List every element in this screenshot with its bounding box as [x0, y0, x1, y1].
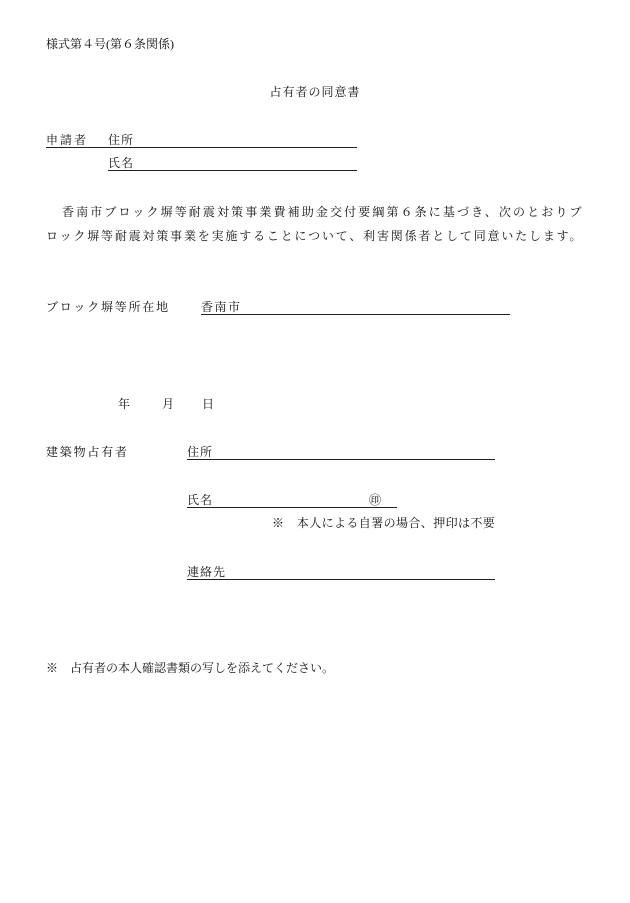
- occupant-name-field[interactable]: [187, 507, 397, 508]
- occupant-label: 建築物占有者: [46, 445, 129, 459]
- applicant-address-field[interactable]: [46, 147, 357, 148]
- date-day-label: 日: [202, 397, 215, 411]
- occupant-address-label: 住所: [187, 445, 214, 459]
- occupant-address-field[interactable]: [187, 459, 495, 460]
- applicant-name-field[interactable]: [108, 170, 357, 171]
- form-number: 様式第４号(第６条関係): [46, 37, 174, 51]
- location-field[interactable]: [201, 314, 510, 315]
- footer-note: ※ 占有者の本人確認書類の写しを添えてください。: [46, 661, 335, 675]
- occupant-contact-field[interactable]: [187, 579, 495, 580]
- seal-note: ※ 本人による自署の場合、押印は不要: [272, 516, 496, 530]
- consent-text-line-2: ロック塀等耐震対策事業を実施することについて、利害関係者として同意いたします。: [46, 229, 583, 243]
- location-label: ブロック塀等所在地: [46, 300, 170, 314]
- occupant-contact-label: 連絡先: [187, 565, 227, 579]
- applicant-name-label: 氏名: [108, 156, 135, 170]
- document-title: 占有者の同意書: [269, 85, 361, 99]
- occupant-name-label: 氏名: [187, 493, 214, 507]
- date-year-label: 年: [118, 397, 131, 411]
- consent-text-line-1: 香南市ブロック塀等耐震対策事業費補助金交付要綱第６条に基づき、次のとおりブ: [62, 205, 583, 219]
- applicant-label: 申請者: [46, 133, 89, 147]
- applicant-address-label: 住所: [108, 133, 135, 147]
- date-month-label: 月: [162, 397, 175, 411]
- location-value: 香南市: [201, 300, 242, 314]
- seal-mark-icon: ㊞: [369, 493, 382, 507]
